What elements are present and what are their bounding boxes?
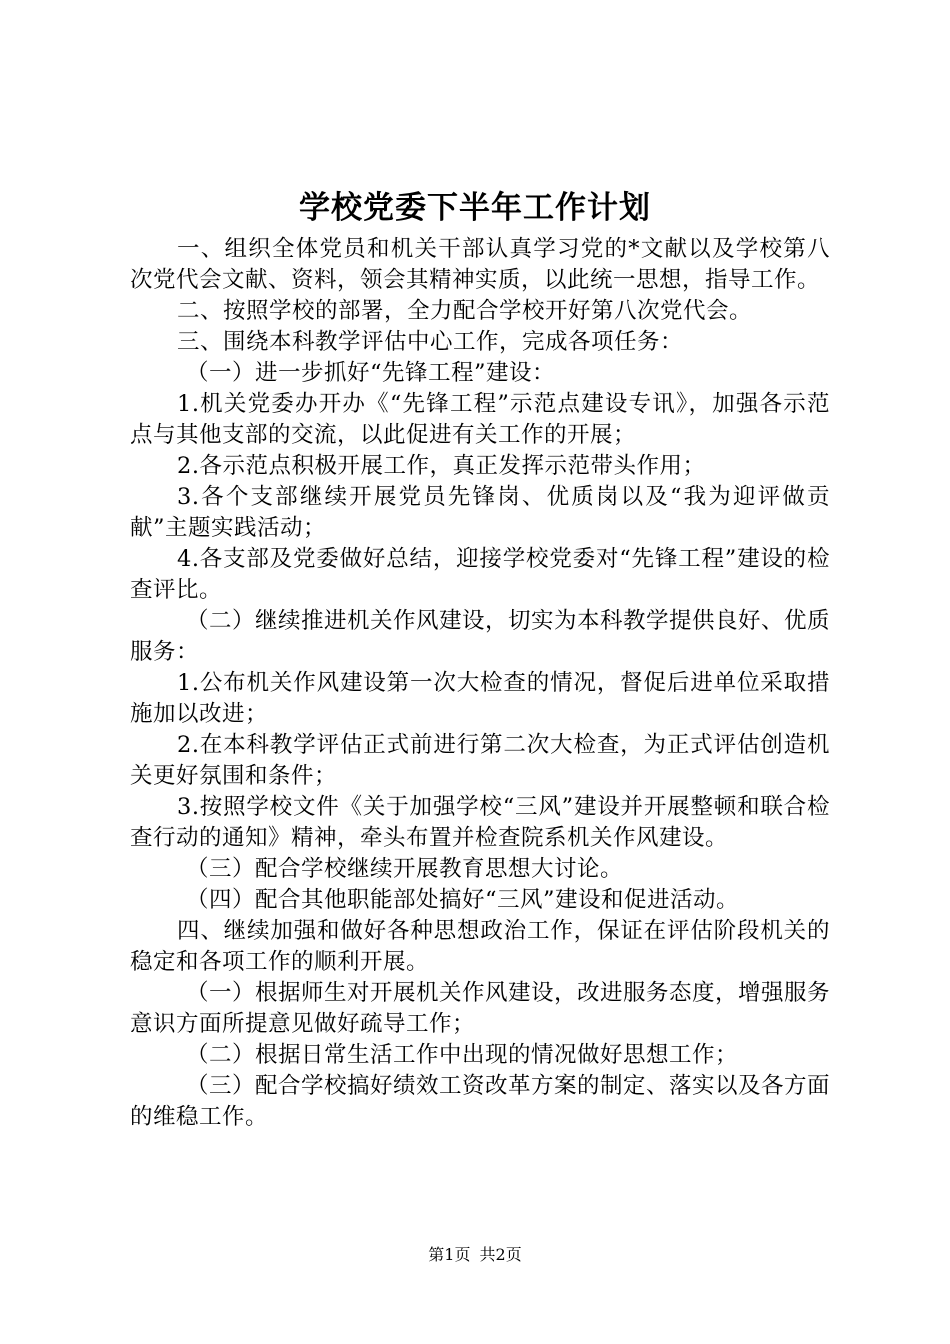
paragraph: （三）配合学校搞好绩效工资改革方案的制定、落实以及各方面的维稳工作。 [130,1073,831,1130]
paragraph: 4.各支部及党委做好总结，迎接学校党委对“先锋工程”建设的检查评比。 [130,546,830,603]
paragraph: （四）配合其他职能部处搞好“三风”建设和促进活动。 [186,887,740,913]
page-footer [0,1243,950,1267]
paragraph: 3.各个支部继续开展党员先锋岗、优质岗以及“我为迎评做贡献”主题实践活动； [130,484,830,541]
paragraph: 1.机关党委办开办《“先锋工程”示范点建设专讯》，加强各示范点与其他支部的交流，以此促进有关工作的开展； [130,391,830,448]
paragraph: 2.在本科教学评估正式前进行第二次大检查，为正式评估创造机关更好氛围和条件； [130,732,830,789]
document-body [130,234,830,1133]
paragraph: 二、按照学校的部署，全力配合学校开好第八次党代会。 [177,298,753,324]
page-total: 共2页 [479,1245,522,1264]
paragraph: 2.各示范点积极开展工作，真正发挥示范带头作用； [177,453,706,479]
paragraph: 四、继续加强和做好各种思想政治工作，保证在评估阶段机关的稳定和各项工作的顺利开展。 [130,918,830,975]
document-title: 学校党委下半年工作计划 [299,190,651,226]
paragraph: （一）根据师生对开展机关作风建设，改进服务态度，增强服务意识方面所提意见做好疏导工作； [130,980,831,1037]
paragraph: （二）继续推进机关作风建设，切实为本科教学提供良好、优质服务： [130,608,831,665]
paragraph: （三）配合学校继续开展教育思想大讨论。 [186,856,624,882]
page-number: 第1页 [428,1245,471,1264]
paragraph: 3.按照学校文件《关于加强学校“三风”建设并开展整顿和联合检查行动的通知》精神，牵头布置并检查院系机关作风建设。 [130,794,830,851]
paragraph: 三、围绕本科教学评估中心工作，完成各项任务： [177,329,684,355]
paragraph: 一、组织全体党员和机关干部认真学习党的*文献以及学校第八次党代会文献、资料，领会其精神实质，以此统一思想，指导工作。 [130,236,830,293]
paragraph: （一）进一步抓好“先锋工程”建设： [186,360,556,386]
paragraph: 1.公布机关作风建设第一次大检查的情况，督促后进单位采取措施加以改进； [130,670,830,727]
paragraph: （二）根据日常生活工作中出现的情况做好思想工作； [186,1042,739,1068]
